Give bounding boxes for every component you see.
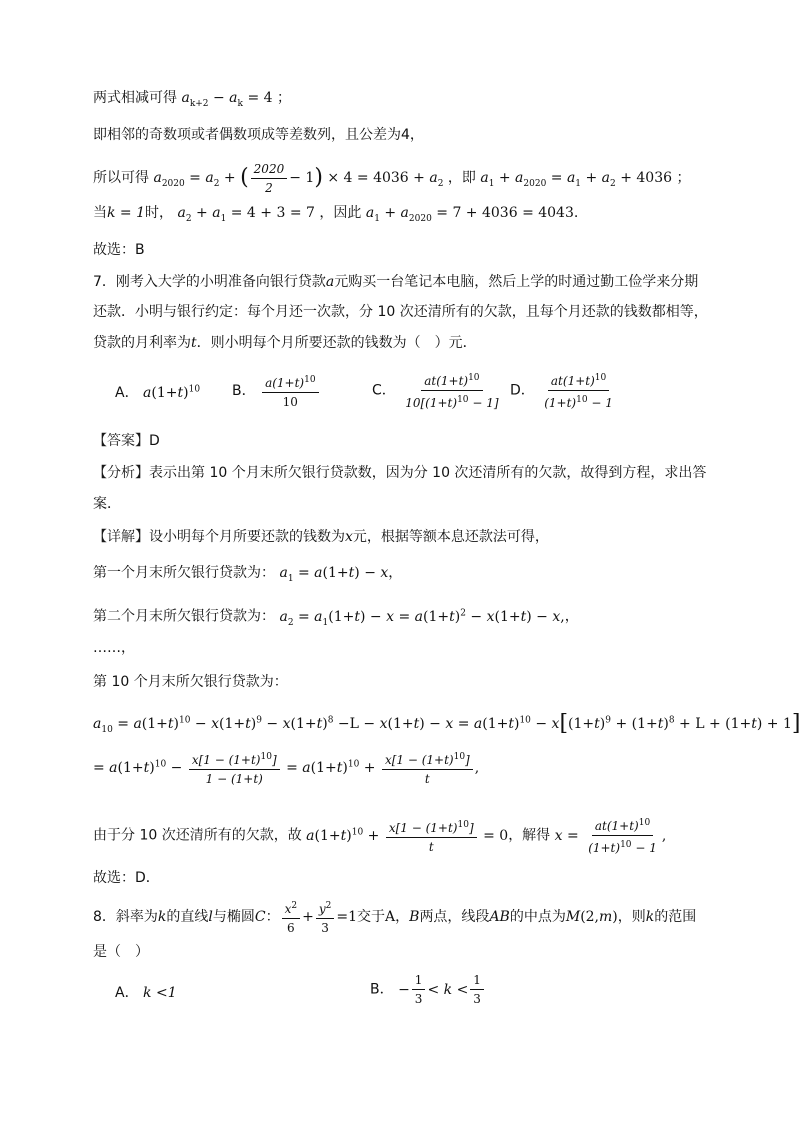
formula: a bbox=[325, 274, 335, 290]
text: 两式相减可得 bbox=[93, 90, 177, 106]
q7-option-d bbox=[510, 370, 618, 411]
text: 第一个月末所欠银行贷款为： bbox=[93, 565, 275, 581]
detail-equation-2 bbox=[93, 744, 734, 788]
answer-tag: 【答案】 bbox=[93, 433, 149, 449]
detail-line-1 bbox=[93, 527, 734, 547]
text: ，则 bbox=[617, 909, 646, 925]
formula: − $\frac{1}{3}$ < k < $\frac{1}{3}$ bbox=[398, 982, 486, 998]
text: ： bbox=[265, 909, 280, 925]
formula: $a_{2020} = a_2$ + ( $\frac{2020}{2}$ − $1) \times 4 = 4036 + a_2$ bbox=[153, 161, 444, 195]
formula: $\frac{x^2}{6}$ bbox=[282, 898, 301, 936]
formula: $a_1 + a_{2020} = 7 + 4036 = 4043$. bbox=[365, 205, 579, 224]
formula: $a_1 = a(1+t) - x$ bbox=[279, 565, 389, 584]
formula: AB bbox=[489, 909, 510, 925]
formula: k <1 bbox=[143, 985, 177, 1001]
formula: $a(1+t)^{10}$ bbox=[143, 384, 201, 401]
option-label: D． bbox=[510, 382, 535, 399]
text: 的直线 bbox=[166, 909, 209, 925]
formula: k bbox=[157, 909, 167, 925]
text: 交于 bbox=[357, 909, 386, 925]
text: ， bbox=[395, 909, 410, 925]
option-label: C． bbox=[372, 382, 396, 399]
formula: $\frac{at(1+t)^{10}}{(1+t)^{10} - 1}$ bbox=[541, 370, 616, 411]
analysis-tag: 【分析】 bbox=[93, 465, 149, 481]
text: 由于分 10 次还清所有的欠款，故 bbox=[93, 827, 302, 844]
formula: k bbox=[645, 909, 655, 925]
text: 的中点为 bbox=[509, 909, 566, 925]
text: 第二个月末所欠银行贷款为： bbox=[93, 608, 275, 625]
q8-stem-line-1: 8．斜率为k的直线l与椭圆C： $\frac{x^2}{6}$ + $\frac{y^2}{3}$ =1交于A，B两点，线段AB的中点为M(2,m)，则k的范围 bbox=[93, 898, 734, 936]
formula: B bbox=[409, 909, 420, 925]
selection-line bbox=[93, 240, 734, 260]
text: 贷款的月利率为 bbox=[93, 335, 191, 351]
text: ，解得 bbox=[508, 827, 551, 844]
text: 是（ ） bbox=[93, 944, 149, 960]
formula: $a_{k+2} - a_k = 4$ bbox=[181, 90, 273, 109]
formula: $a_2 = a_1(1+t) - x = a(1+t)^2 - x(1+t) - x$, bbox=[279, 608, 565, 628]
q7-option-c bbox=[372, 370, 504, 411]
formula: x = $\frac{at(1+t)^{10}}{(1+t)^{10} - 1}$ , bbox=[555, 828, 667, 844]
detail-dots bbox=[93, 638, 734, 658]
formula: $\frac{y^2}{3}$ bbox=[316, 898, 335, 936]
text: 时， bbox=[145, 205, 174, 221]
text: 还款．小明与银行约定：每个月还一次款，分 10 次还清所有的欠款，且每个月还款的钱数都相等， bbox=[93, 304, 708, 320]
question-number: 8． bbox=[93, 909, 116, 925]
text: 的范围 bbox=[654, 909, 697, 925]
text: ，即 bbox=[447, 170, 476, 186]
detail-month-1 bbox=[93, 563, 734, 589]
question-number: 7． bbox=[93, 274, 116, 290]
text: ； bbox=[676, 170, 691, 186]
detail-month-2 bbox=[93, 603, 734, 632]
formula: $a(1+t)^{10}$ + $\frac{x[1 - (1+t)^{10}]}{t}$ = 0 bbox=[306, 828, 508, 844]
formula: x bbox=[345, 529, 353, 545]
formula: $a_1 + a_{2020} = a_1 + a_2 + 4036$ bbox=[480, 170, 673, 189]
q8-stem-line-2 bbox=[93, 942, 734, 962]
formula: C bbox=[254, 909, 266, 925]
answer-value: D bbox=[149, 433, 160, 449]
derivation-line-4 bbox=[93, 203, 734, 229]
text: ，因此 bbox=[319, 205, 362, 221]
text: 当 bbox=[93, 205, 107, 221]
text: ……， bbox=[93, 640, 135, 656]
q7-stem-line-2 bbox=[93, 302, 734, 322]
formula: l bbox=[208, 909, 213, 925]
text: 所以可得 bbox=[93, 170, 149, 186]
analysis-line-1 bbox=[93, 463, 734, 483]
option-label: A． bbox=[115, 385, 139, 401]
text: 故选：B bbox=[93, 242, 145, 258]
option-label: B． bbox=[370, 981, 394, 998]
text: 表示出第 10 个月末所欠银行贷款数，因为分 10 次还清所有的欠款，故得到方程，求出答 bbox=[149, 465, 707, 481]
formula: t bbox=[191, 335, 197, 351]
text: 设小明每个月所要还款的钱数为 bbox=[149, 529, 345, 545]
q8-option-b bbox=[370, 972, 486, 1007]
detail-equation-1 bbox=[93, 708, 800, 741]
q7-option-a bbox=[115, 382, 200, 402]
text: 与椭圆 bbox=[212, 909, 255, 925]
text: 案． bbox=[93, 496, 121, 512]
option-label: B． bbox=[232, 383, 256, 399]
formula: $\frac{at(1+t)^{10}}{10[(1+t)^{10} - 1]}$ bbox=[402, 370, 501, 411]
q8-option-a bbox=[115, 982, 177, 1002]
text: ； bbox=[277, 90, 291, 106]
derivation-line-3 bbox=[93, 160, 734, 202]
text: 元，根据等额本息还款法可得， bbox=[352, 529, 549, 545]
option-label: A． bbox=[115, 985, 139, 1001]
text: 刚考入大学的小明准备向银行贷款 bbox=[115, 274, 326, 290]
detail-select bbox=[93, 868, 734, 888]
q7-stem-line-1 bbox=[93, 272, 734, 292]
detail-tag: 【详解】 bbox=[93, 529, 149, 545]
formula: M(2,m) bbox=[565, 909, 618, 925]
text: ， bbox=[388, 565, 403, 581]
formula: $a_2 + a_1 = 4 + 3 = 7$ bbox=[177, 205, 315, 224]
text: 斜率为 bbox=[115, 909, 158, 925]
text: 元购买一台笔记本电脑，然后上学的时通过勤工俭学来分期 bbox=[334, 274, 699, 290]
text: 两点，线段 bbox=[419, 909, 490, 925]
analysis-line-2 bbox=[93, 494, 734, 514]
formula: = $a(1+t)^{10}$ − $\frac{x[1 - (1+t)^{10}]}{1 - (1+t)}$ = $a(1+t)^{10}$ + $\frac{x[1 - (1+t)^{10}]}{t}$ , bbox=[93, 760, 479, 776]
text: 即相邻的奇数项或者偶数项成等差数列，且公差为4， bbox=[93, 127, 424, 143]
q7-option-b bbox=[232, 372, 321, 410]
text: ， bbox=[564, 608, 579, 625]
derivation-line-2 bbox=[93, 125, 734, 145]
text: ．则小明每个月所要还款的钱数为（ ）元． bbox=[196, 335, 477, 351]
answer-line bbox=[93, 431, 734, 451]
derivation-line-1 bbox=[93, 88, 734, 114]
text: 故选：D． bbox=[93, 870, 160, 886]
detail-month-10 bbox=[93, 672, 734, 692]
detail-conclusion bbox=[93, 812, 734, 856]
text: 第 10 个月末所欠银行贷款为： bbox=[93, 674, 288, 690]
formula: A bbox=[385, 909, 396, 925]
q7-stem-line-3 bbox=[93, 333, 734, 353]
formula: k = 1 bbox=[107, 205, 146, 221]
formula: $\frac{a(1+t)^{10}}{10}$ bbox=[262, 372, 318, 410]
formula: $a_{10} = a(1+t)^{10} - x(1+t)^9 - x(1+t)^8 -L - x(1+t) - x = a(1+t)^{10} - x[(1+t)^9 + (1+t)^8 + L + (1+t) + 1]$ bbox=[93, 710, 800, 736]
